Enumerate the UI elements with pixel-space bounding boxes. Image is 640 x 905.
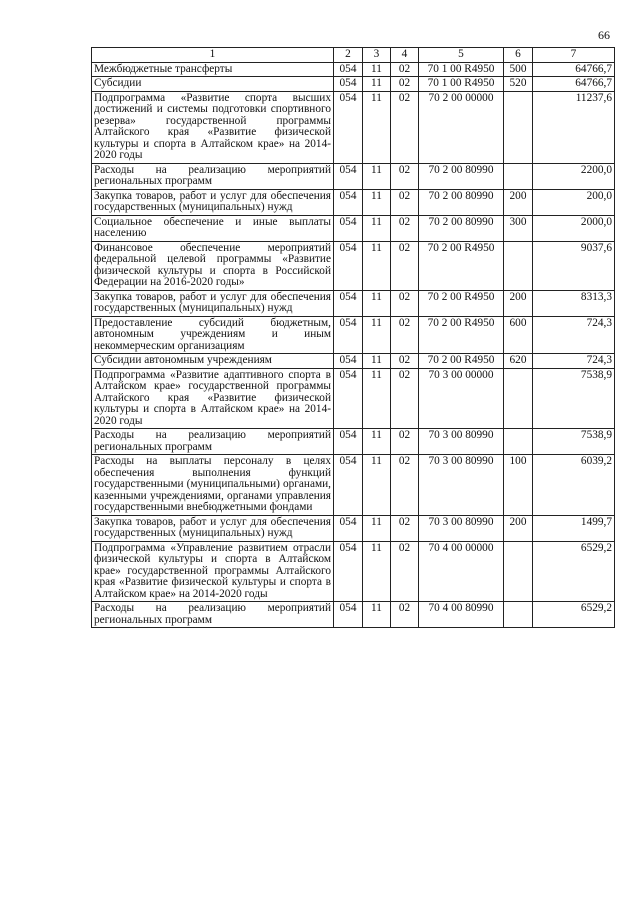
header-cell: 6 (504, 48, 533, 63)
row-amount: 200,0 (533, 189, 615, 215)
table-row (92, 77, 615, 92)
row-expense-type (504, 429, 533, 455)
header-cell: 5 (419, 48, 504, 63)
table-row (92, 62, 615, 77)
row-expense-type (504, 541, 533, 602)
row-expense-type: 100 (504, 455, 533, 516)
header-cell: 1 (92, 48, 334, 63)
row-description: Субсидии (92, 77, 334, 92)
table-row (92, 91, 615, 163)
row-section-code: 11 (363, 215, 391, 241)
row-subsection-code: 02 (391, 368, 419, 429)
budget-table (91, 47, 615, 628)
row-section-code: 11 (363, 91, 391, 163)
row-expense-type: 200 (504, 189, 533, 215)
row-description: Межбюджетные трансферты (92, 62, 334, 77)
row-subsection-code: 02 (391, 215, 419, 241)
row-section-code: 11 (363, 354, 391, 369)
row-amount: 6529,2 (533, 602, 615, 628)
row-amount: 8313,3 (533, 290, 615, 316)
row-description: Субсидии автономным учреждениям (92, 354, 334, 369)
row-expense-type (504, 91, 533, 163)
row-description: Социальное обеспечение и иные выплаты населению (92, 215, 334, 241)
row-target-article: 70 2 00 R4950 (419, 290, 504, 316)
row-subsection-code: 02 (391, 290, 419, 316)
row-target-article: 70 2 00 R4950 (419, 316, 504, 354)
table-row (92, 602, 615, 628)
row-target-article: 70 1 00 R4950 (419, 62, 504, 77)
row-subsection-code: 02 (391, 189, 419, 215)
row-subsection-code: 02 (391, 163, 419, 189)
row-expense-type: 600 (504, 316, 533, 354)
table-row (92, 541, 615, 602)
row-target-article: 70 4 00 00000 (419, 541, 504, 602)
row-amount: 6529,2 (533, 541, 615, 602)
row-section-code: 11 (363, 429, 391, 455)
row-ministry-code: 054 (334, 189, 363, 215)
row-subsection-code: 02 (391, 455, 419, 516)
row-ministry-code: 054 (334, 354, 363, 369)
row-ministry-code: 054 (334, 163, 363, 189)
page-number: 66 (598, 28, 610, 42)
row-ministry-code: 054 (334, 215, 363, 241)
row-expense-type: 300 (504, 215, 533, 241)
table-row (92, 241, 615, 290)
row-target-article: 70 3 00 80990 (419, 515, 504, 541)
row-expense-type (504, 368, 533, 429)
row-target-article: 70 3 00 80990 (419, 429, 504, 455)
table-row (92, 429, 615, 455)
row-amount: 9037,6 (533, 241, 615, 290)
row-section-code: 11 (363, 602, 391, 628)
row-ministry-code: 054 (334, 515, 363, 541)
row-description: Закупка товаров, работ и услуг для обеспечения государственных (муниципальных) нужд (92, 290, 334, 316)
table-row (92, 163, 615, 189)
row-section-code: 11 (363, 316, 391, 354)
row-expense-type: 200 (504, 515, 533, 541)
row-target-article: 70 2 00 80990 (419, 215, 504, 241)
row-subsection-code: 02 (391, 429, 419, 455)
row-target-article: 70 2 00 R4950 (419, 354, 504, 369)
row-subsection-code: 02 (391, 541, 419, 602)
header-cell: 7 (533, 48, 615, 63)
row-ministry-code: 054 (334, 62, 363, 77)
table-row (92, 215, 615, 241)
row-ministry-code: 054 (334, 241, 363, 290)
row-target-article: 70 2 00 00000 (419, 91, 504, 163)
row-ministry-code: 054 (334, 455, 363, 516)
row-section-code: 11 (363, 241, 391, 290)
row-description: Расходы на реализацию мероприятий региональных программ (92, 602, 334, 628)
table-row (92, 354, 615, 369)
row-expense-type: 200 (504, 290, 533, 316)
row-description: Подпрограмма «Развитие спорта высших достижений и системы подготовки спортивного резерва» государственной программы Алтайского края «Развитие физической культуры и спорта в Алтайском крае» на 2014-2020 годы (92, 91, 334, 163)
row-target-article: 70 4 00 80990 (419, 602, 504, 628)
row-ministry-code: 054 (334, 602, 363, 628)
row-amount: 7538,9 (533, 429, 615, 455)
row-target-article: 70 3 00 80990 (419, 455, 504, 516)
row-target-article: 70 1 00 R4950 (419, 77, 504, 92)
row-amount: 11237,6 (533, 91, 615, 163)
row-ministry-code: 054 (334, 290, 363, 316)
table-row (92, 455, 615, 516)
row-expense-type (504, 241, 533, 290)
row-description: Закупка товаров, работ и услуг для обеспечения государственных (муниципальных) нужд (92, 189, 334, 215)
row-target-article: 70 2 00 80990 (419, 189, 504, 215)
row-section-code: 11 (363, 163, 391, 189)
row-section-code: 11 (363, 368, 391, 429)
row-subsection-code: 02 (391, 515, 419, 541)
header-cell: 2 (334, 48, 363, 63)
row-section-code: 11 (363, 455, 391, 516)
row-description: Расходы на реализацию мероприятий региональных программ (92, 429, 334, 455)
table-row (92, 290, 615, 316)
table-row (92, 515, 615, 541)
row-ministry-code: 054 (334, 77, 363, 92)
row-ministry-code: 054 (334, 541, 363, 602)
row-amount: 724,3 (533, 316, 615, 354)
row-section-code: 11 (363, 515, 391, 541)
row-ministry-code: 054 (334, 316, 363, 354)
row-description: Расходы на реализацию мероприятий региональных программ (92, 163, 334, 189)
header-cell: 4 (391, 48, 419, 63)
row-section-code: 11 (363, 77, 391, 92)
row-expense-type: 500 (504, 62, 533, 77)
row-expense-type (504, 602, 533, 628)
row-subsection-code: 02 (391, 62, 419, 77)
row-description: Предоставление субсидий бюджетным, автономным учреждениям и иным некоммерческим организациям (92, 316, 334, 354)
row-target-article: 70 2 00 80990 (419, 163, 504, 189)
table-row (92, 368, 615, 429)
row-amount: 2200,0 (533, 163, 615, 189)
row-section-code: 11 (363, 189, 391, 215)
row-subsection-code: 02 (391, 77, 419, 92)
row-description: Подпрограмма «Развитие адаптивного спорта в Алтайском крае» государственной программы Алтайского края «Развитие физической культуры и спорта в Алтайском крае» на 2014-2020 годы (92, 368, 334, 429)
header-cell: 3 (363, 48, 391, 63)
table-row (92, 189, 615, 215)
row-amount: 6039,2 (533, 455, 615, 516)
row-target-article: 70 3 00 00000 (419, 368, 504, 429)
table-row (92, 316, 615, 354)
row-section-code: 11 (363, 290, 391, 316)
row-section-code: 11 (363, 541, 391, 602)
row-description: Расходы на выплаты персоналу в целях обеспечения выполнения функций государственными (муниципальными) органами, казенными учреждениями, органами управления государственными внебюджетными фондами (92, 455, 334, 516)
row-expense-type: 620 (504, 354, 533, 369)
row-ministry-code: 054 (334, 368, 363, 429)
row-amount: 64766,7 (533, 62, 615, 77)
row-amount: 2000,0 (533, 215, 615, 241)
row-ministry-code: 054 (334, 91, 363, 163)
row-subsection-code: 02 (391, 354, 419, 369)
row-subsection-code: 02 (391, 316, 419, 354)
row-subsection-code: 02 (391, 602, 419, 628)
row-amount: 1499,7 (533, 515, 615, 541)
row-description: Подпрограмма «Управление развитием отрасли физической культуры и спорта в Алтайском крае» государственной программы Алтайского края «Развитие физической культуры и спорта в Алтайском крае» на 2014-2020 годы (92, 541, 334, 602)
row-description: Закупка товаров, работ и услуг для обеспечения государственных (муниципальных) нужд (92, 515, 334, 541)
row-subsection-code: 02 (391, 241, 419, 290)
row-amount: 7538,9 (533, 368, 615, 429)
row-section-code: 11 (363, 62, 391, 77)
table-header-row (92, 48, 615, 63)
row-amount: 724,3 (533, 354, 615, 369)
row-ministry-code: 054 (334, 429, 363, 455)
row-expense-type: 520 (504, 77, 533, 92)
row-amount: 64766,7 (533, 77, 615, 92)
row-expense-type (504, 163, 533, 189)
row-subsection-code: 02 (391, 91, 419, 163)
row-target-article: 70 2 00 R4950 (419, 241, 504, 290)
row-description: Финансовое обеспечение мероприятий федеральной целевой программы «Развитие физической культуры и спорта в Российской Федерации на 2016-2020 годы» (92, 241, 334, 290)
